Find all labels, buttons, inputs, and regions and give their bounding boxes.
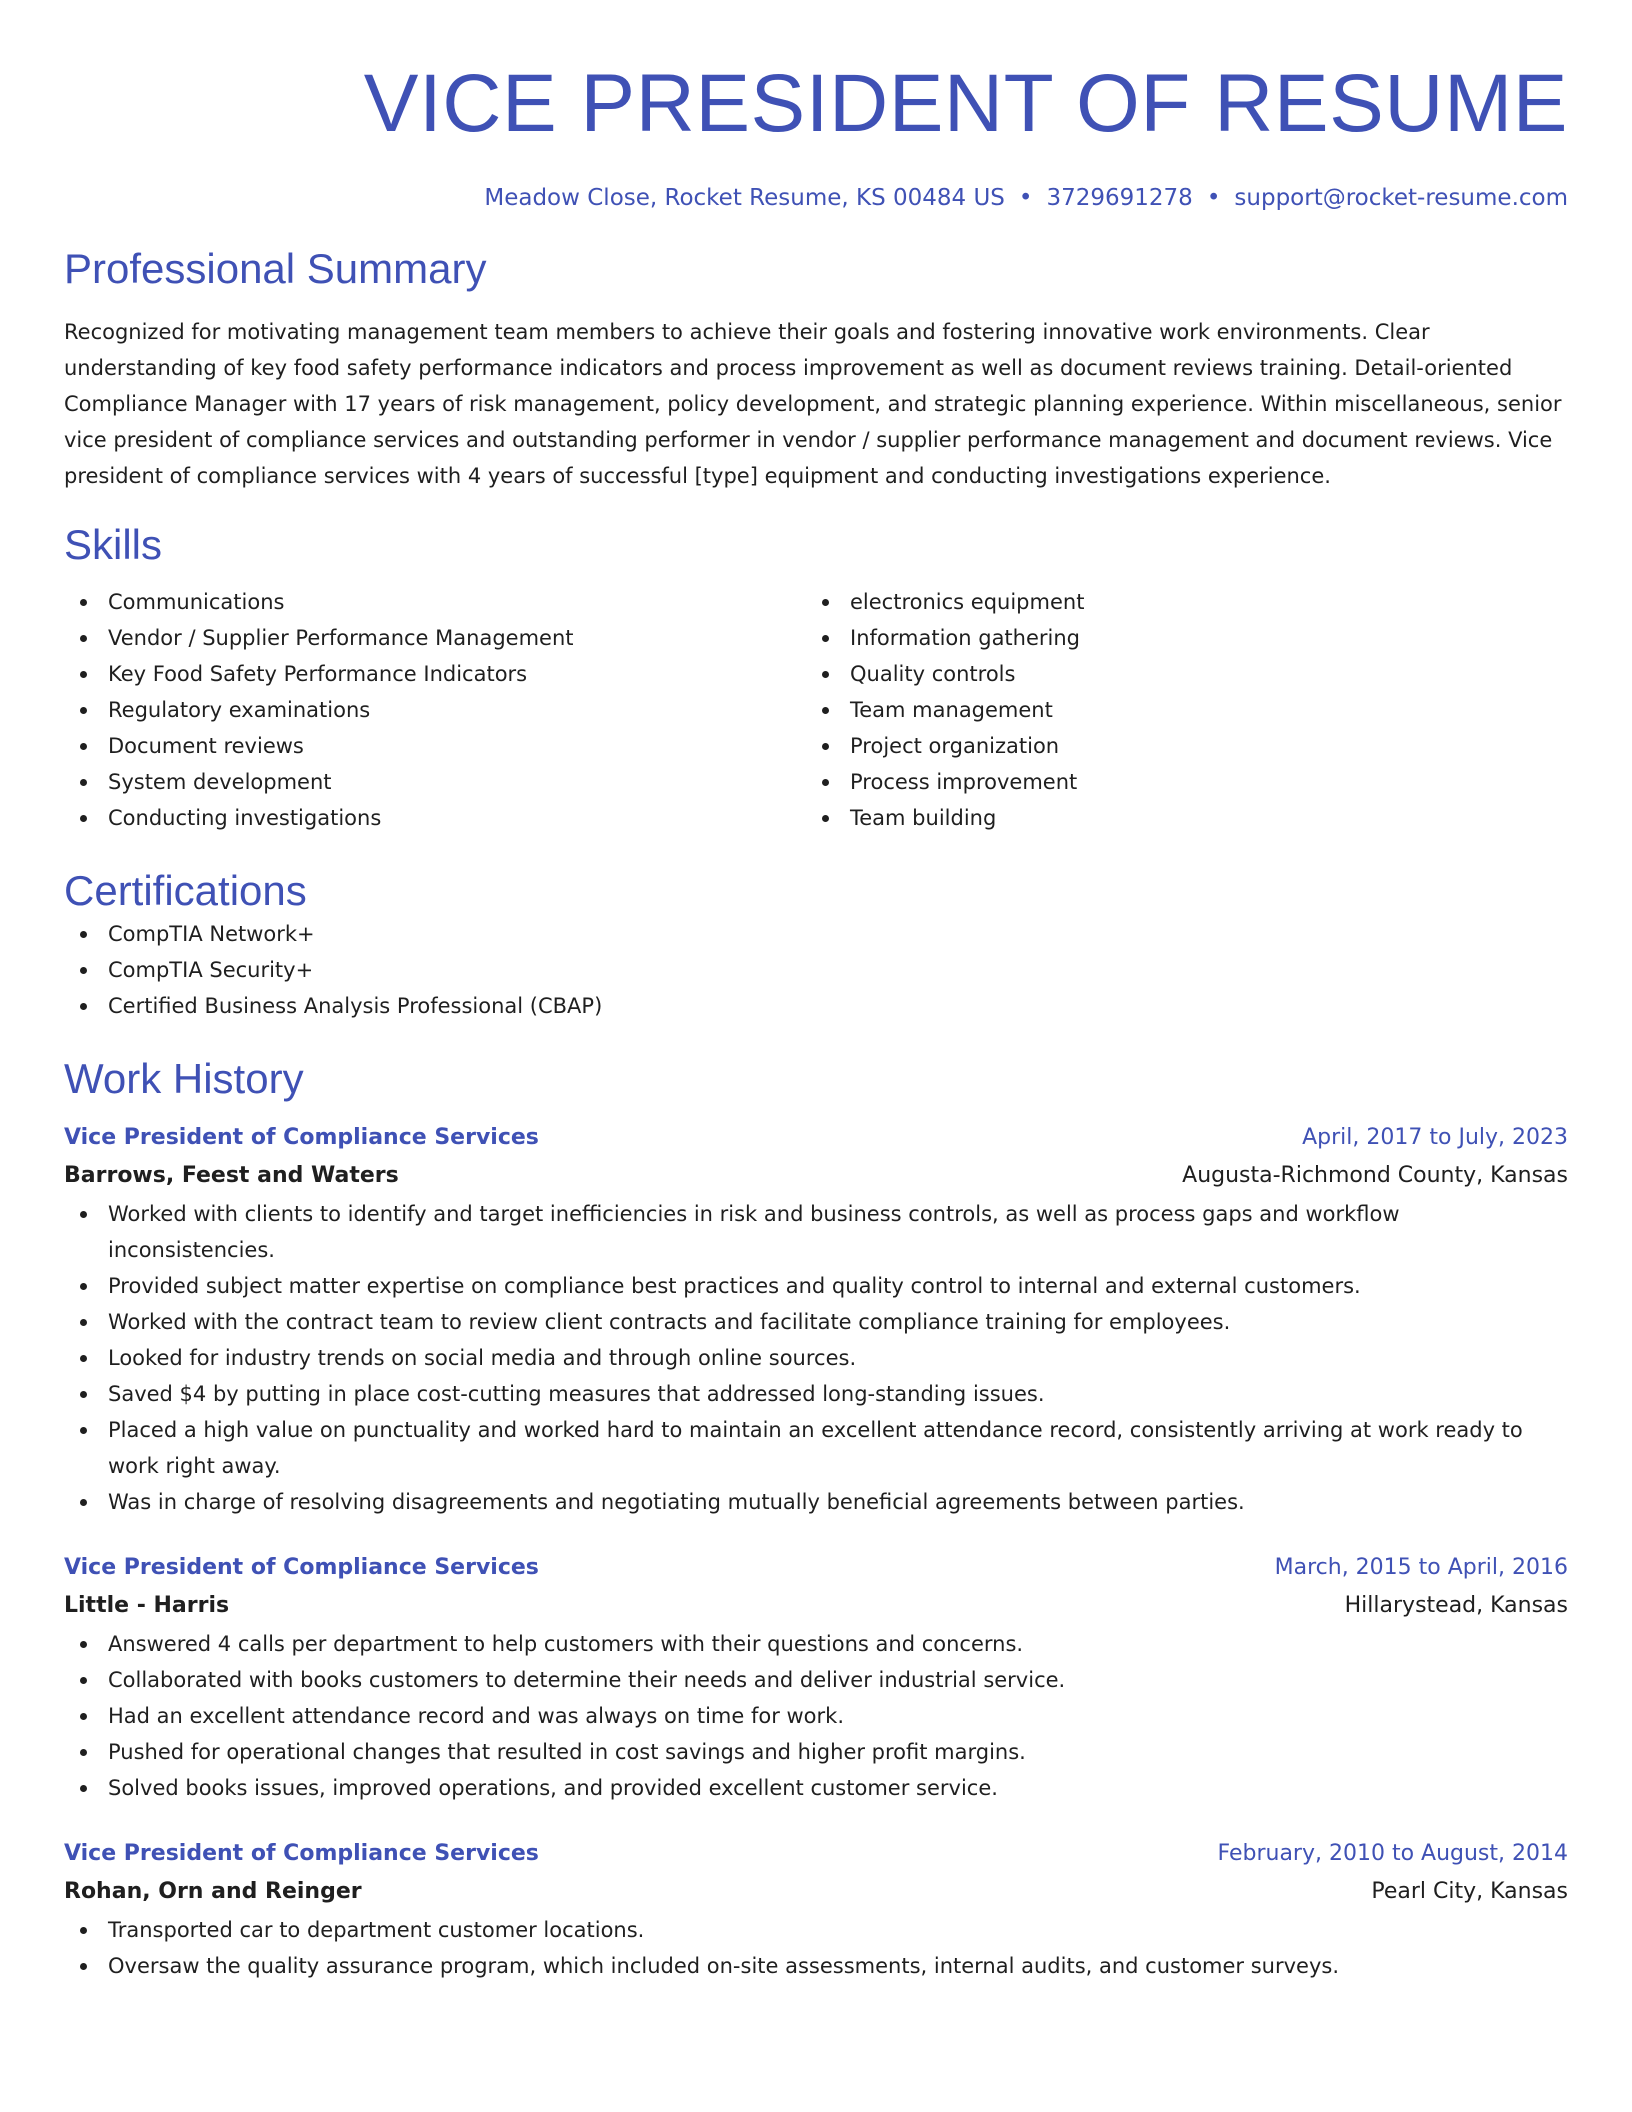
- job-duty: Saved $4 by putting in place cost-cutting measures that addressed long-standing issues.: [64, 1376, 1568, 1412]
- skills-columns: [64, 584, 1568, 836]
- skill-item: Team building: [806, 800, 1548, 836]
- job-company-row: [64, 1872, 1568, 1912]
- skill-item: Key Food Safety Performance Indicators: [64, 656, 806, 692]
- job-duty: Oversaw the quality assurance program, which included on-site assessments, internal audits, and customer surveys.: [64, 1948, 1568, 1984]
- job-title: Vice President of Compliance Services: [64, 1125, 539, 1150]
- skill-item: electronics equipment: [806, 584, 1548, 620]
- job-duty: Collaborated with books customers to determine their needs and deliver industrial service.: [64, 1662, 1568, 1698]
- job-company: Little - Harris: [64, 1593, 230, 1618]
- skill-item: Quality controls: [806, 656, 1548, 692]
- job-dates: April, 2017 to July, 2023: [1302, 1125, 1568, 1150]
- contact-separator: •: [1206, 185, 1221, 211]
- job-entry: [64, 1120, 1568, 1520]
- job-header-row: [64, 1120, 1568, 1156]
- job-entry: [64, 1836, 1568, 1984]
- job-title: Vice President of Compliance Services: [64, 1555, 539, 1580]
- skill-item: Conducting investigations: [64, 800, 806, 836]
- job-duty: Looked for industry trends on social media and through online sources.: [64, 1340, 1568, 1376]
- certification-item: CompTIA Network+: [64, 916, 1568, 952]
- skill-item: Vendor / Supplier Performance Management: [64, 620, 806, 656]
- job-location: Augusta-Richmond County, Kansas: [1182, 1163, 1568, 1188]
- job-duty: Transported car to department customer locations.: [64, 1912, 1568, 1948]
- contact-phone: 3729691278: [1046, 185, 1193, 211]
- skill-item: Regulatory examinations: [64, 692, 806, 728]
- resume-page: [64, 0, 1568, 1984]
- summary-section: [64, 244, 1568, 494]
- job-company-row: [64, 1156, 1568, 1196]
- job-location: Pearl City, Kansas: [1371, 1879, 1568, 1904]
- contact-line: [64, 182, 1568, 214]
- job-duty: Provided subject matter expertise on compliance best practices and quality control to internal and external customers.: [64, 1268, 1568, 1304]
- skills-heading: Skills: [64, 521, 163, 568]
- contact-address: Meadow Close, Rocket Resume, KS 00484 US: [484, 185, 1005, 211]
- job-duty: Worked with the contract team to review client contracts and facilitate compliance training for employees.: [64, 1304, 1568, 1340]
- skill-item: Document reviews: [64, 728, 806, 764]
- job-company: Rohan, Orn and Reinger: [64, 1879, 362, 1904]
- job-duty: Worked with clients to identify and target inefficiencies in risk and business controls, as well as process gaps and workflow inconsistencies.: [64, 1196, 1568, 1268]
- job-location: Hillarystead, Kansas: [1344, 1593, 1568, 1618]
- skills-section: [64, 520, 1568, 836]
- job-duty: Answered 4 calls per department to help customers with their questions and concerns.: [64, 1626, 1568, 1662]
- summary-heading: Professional Summary: [64, 245, 487, 292]
- skill-item: System development: [64, 764, 806, 800]
- skill-item: Process improvement: [806, 764, 1548, 800]
- job-company-row: [64, 1586, 1568, 1626]
- job-dates: February, 2010 to August, 2014: [1217, 1841, 1568, 1866]
- skills-list-right: [806, 584, 1548, 836]
- job-dates: March, 2015 to April, 2016: [1274, 1555, 1568, 1580]
- job-duties-list: [64, 1196, 1568, 1520]
- certifications-heading: Certifications: [64, 867, 307, 914]
- summary-text: Recognized for motivating management team members to achieve their goals and fostering innovative work environments. Clear understanding of key food safety performance indicators and process improvement as well as document reviews training. Detail-oriented Compliance Manager with 17 years of risk management, policy development, and strategic planning experience. Within miscellaneous, senior vice president of compliance services and outstanding performer in vendor / supplier performance management and document reviews. Vice president of compliance services with 4 years of successful [type] equipment and conducting investigations experience.: [64, 320, 1562, 488]
- job-header-row: [64, 1550, 1568, 1586]
- job-duties-list: [64, 1912, 1568, 1984]
- work-history-section: [64, 1054, 1568, 1984]
- job-entry: [64, 1550, 1568, 1806]
- job-duties-list: [64, 1626, 1568, 1806]
- skills-list-left: [64, 584, 806, 836]
- work-history-heading: Work History: [64, 1055, 304, 1102]
- contact-email[interactable]: support@rocket-resume.com: [1234, 185, 1568, 211]
- contact-separator: •: [1018, 185, 1033, 211]
- job-duty: Placed a high value on punctuality and worked hard to maintain an excellent attendance record, consistently arriving at work ready to work right away.: [64, 1412, 1568, 1484]
- skill-item: Communications: [64, 584, 806, 620]
- skill-item: Information gathering: [806, 620, 1548, 656]
- job-duty: Solved books issues, improved operations, and provided excellent customer service.: [64, 1770, 1568, 1806]
- certification-item: CompTIA Security+: [64, 952, 1568, 988]
- job-duty: Was in charge of resolving disagreements and negotiating mutually beneficial agreements between parties.: [64, 1484, 1568, 1520]
- job-company: Barrows, Feest and Waters: [64, 1163, 399, 1188]
- certification-item: Certified Business Analysis Professional (CBAP): [64, 988, 1568, 1024]
- job-duty: Pushed for operational changes that resulted in cost savings and higher profit margins.: [64, 1734, 1568, 1770]
- certifications-section: [64, 866, 1568, 1024]
- skill-item: Project organization: [806, 728, 1548, 764]
- certifications-list: [64, 916, 1568, 1024]
- job-header-row: [64, 1836, 1568, 1872]
- job-title: Vice President of Compliance Services: [64, 1841, 539, 1866]
- resume-name: VICE PRESIDENT OF RESUME: [363, 58, 1568, 149]
- skill-item: Team management: [806, 692, 1548, 728]
- job-duty: Had an excellent attendance record and was always on time for work.: [64, 1698, 1568, 1734]
